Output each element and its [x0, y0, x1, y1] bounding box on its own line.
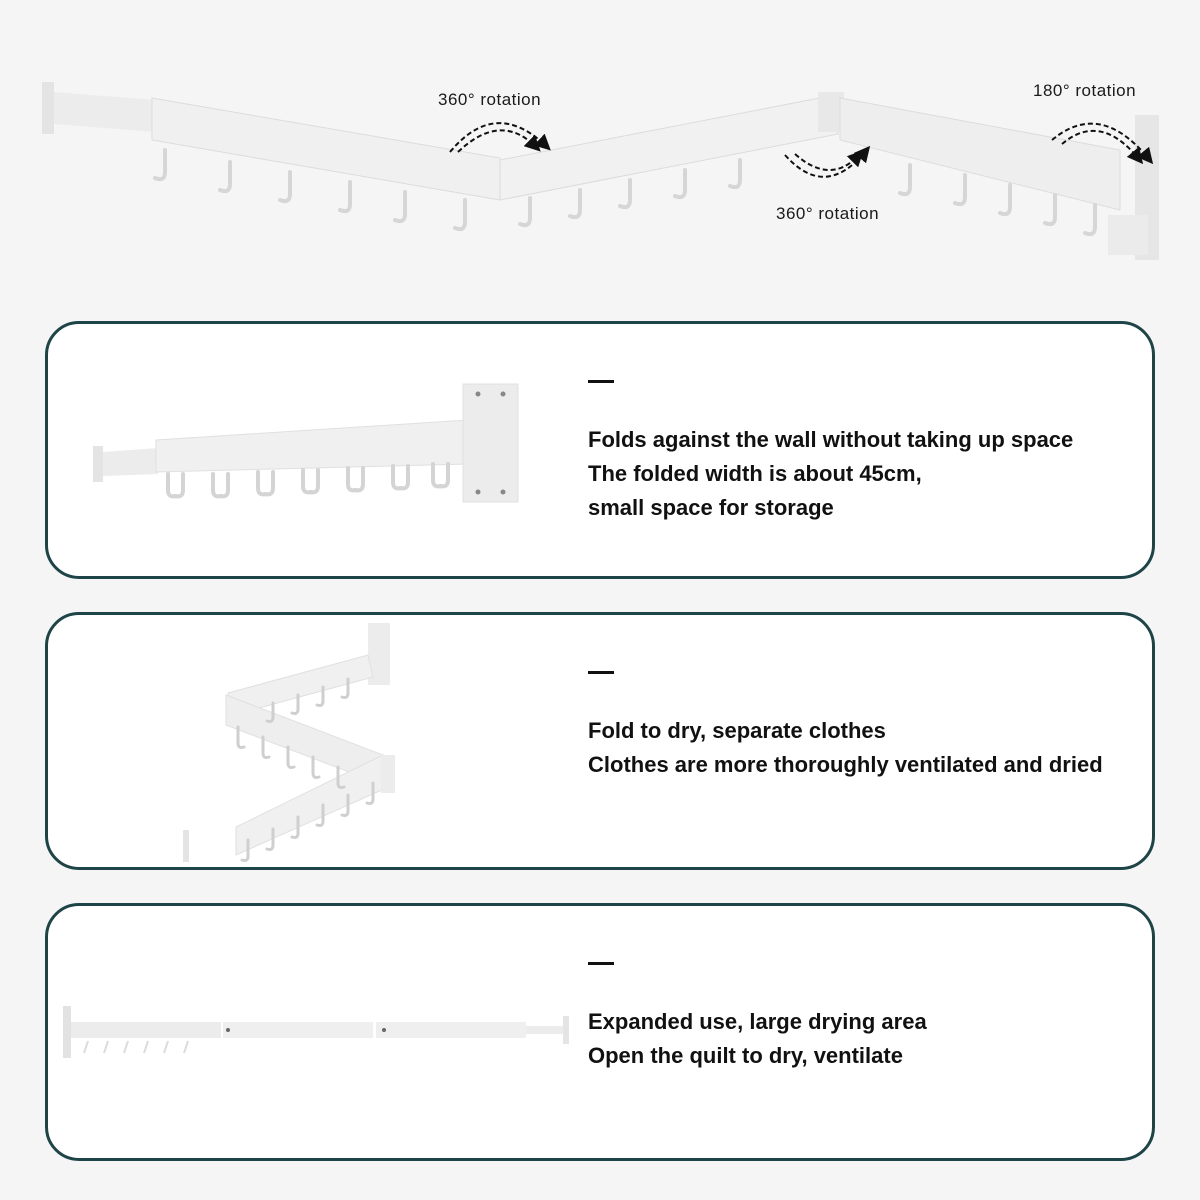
- expanded-rack-icon: [48, 906, 588, 1156]
- feature-line: Expanded use, large drying area: [588, 1009, 927, 1034]
- feature-text-zigzag: [588, 671, 1103, 782]
- feature-line: Folds against the wall without taking up space: [588, 427, 1074, 452]
- feature-panel-expanded: [45, 903, 1155, 1161]
- feature-panel-folded: [45, 321, 1155, 579]
- rotation-label-middle: 360° rotation: [776, 204, 880, 223]
- feature-line: Fold to dry, separate clothes: [588, 718, 886, 743]
- feature-line: Clothes are more thoroughly ventilated and dried: [588, 752, 1103, 777]
- feature-line: small space for storage: [588, 495, 834, 520]
- rotation-label-left: 360° rotation: [438, 90, 542, 109]
- feature-text-folded: [588, 380, 1073, 525]
- dash-divider: [588, 962, 614, 965]
- drying-rack-hero-icon: [0, 0, 1200, 300]
- feature-line: The folded width is about 45cm,: [588, 461, 922, 486]
- hero-product-illustration: [0, 0, 1200, 300]
- feature-line: Open the quilt to dry, ventilate: [588, 1043, 903, 1068]
- rotation-label-right: 180° rotation: [1033, 81, 1137, 100]
- dash-divider: [588, 380, 614, 383]
- dash-divider: [588, 671, 614, 674]
- feature-panel-zigzag: [45, 612, 1155, 870]
- zigzag-rack-icon: [48, 615, 578, 865]
- feature-text-expanded: [588, 962, 927, 1073]
- folded-rack-icon: [48, 324, 578, 574]
